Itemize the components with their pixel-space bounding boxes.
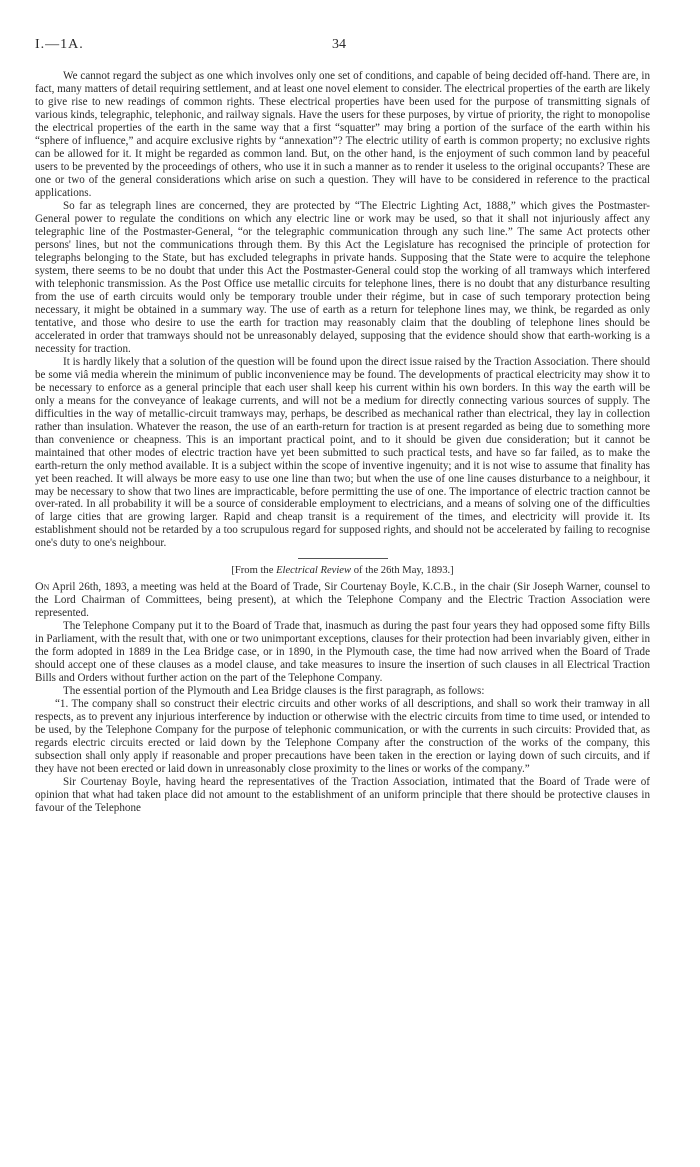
running-header (35, 38, 650, 58)
section-divider (35, 558, 650, 559)
source-prefix: [From the (231, 565, 277, 577)
paragraph-2: So far as telegraph lines are concerned, they are protected by “The Electric Lighting Act, 1888,” which gives the Postmaster-General power to regulate the conditions on which any electric line or work may be used, so that it shall not injuriously affect any telegraphic line of the Postmaster-General, “or the telegraphic communication through any such line.” The same Act protects other persons' lines, but not the communications through them. By this Act the Legislature has recognised the principle of protection for telegraphs belonging to the State, but has excluded telegraphs in private hands. Supposing that the State were to acquire the telephone system, there seems to be no doubt that under this Act the Postmaster-General could stop the working of all tramways which interfered with telephonic transmission. As the Post Office use metallic circuits for telephone lines, there is no doubt that any disturbance resulting from the use of earth circuits would only be temporary trouble under their régime, but in case of such temporary protection being necessary, it might be obtained in a summary way. The use of earth as a return for telephone lines may, we think, be regarded as only tentative, and those who desire to use the earth for traction may reasonably claim that the doubling of telephone lines should be accelerated in order that tramways should not be unreasonably delayed, supposing that the evidence should show that earth-working is a necessity for traction. (35, 199, 650, 355)
source-citation (35, 565, 650, 578)
opening-word: On (35, 579, 50, 594)
paragraph-essential-portion: The essential portion of the Plymouth and Lea Bridge clauses is the first paragraph, as follows: (63, 685, 485, 698)
paragraph-3: It is hardly likely that a solution of the question will be found upon the direct issue raised by the Traction Association. There should be some viâ media wherein the minimum of public inconvenience may be found. The developments of practical electricity may show it to be necessary to enforce as a general principle that each user shall keep his current within his own borders. In this way the earth will be only a means for the conveyance of leakage currents, and will not be a medium for directly connecting various sources of supply. The difficulties in the way of metallic-circuit tramways may, perhaps, be described as mechanical rather than electrical, they lay in collection rather than insulation. Whatever the reason, the use of an earth-return for traction is at present regarded as being due to something more than convenience or cheapness. This is an important practical point, and to it should be given due consideration; but it cannot be maintained that other modes of electric traction have yet been submitted to such practical tests, and have so far failed, as to make the earth-return the only method available. It is a subject within the scope of inventive ingenuity; and it is not wise to assume that finality has yet been reached. It will always be more easy to use one line than two; but when the use of one line causes disturbance to a neighbour, it may be necessary to show that two lines are impracticable, before permitting the use of one. The importance of electric traction cannot be over-rated. In all probability it will be a source of considerable employment to electricians, and a means of solving one of the difficulties of large cities that are growing larger. Rapid and cheap transit is a requirement of the times, and electricity will provide it. Its establishment should not be retarded by a too scrupulous regard for supposed rights, and should not be accelerated by failing to recognise one's duty to one's neighbour. (35, 355, 650, 550)
paragraph-closing: Sir Courtenay Boyle, having heard the representatives of the Traction Association, intimated that the Board of Trade were of opinion that what had taken place did not amount to the establishment of an uniform principle that there should be protective clauses in favour of the Telephone (35, 776, 650, 815)
opening-paragraph (35, 580, 650, 620)
paragraph-1: We cannot regard the subject as one which involves only one set of conditions, and capable of being decided off-hand. There are, in fact, many matters of detail requiring settlement, and at least one novel element to consider. The electrical properties of the earth are likely to give rise to new readings of common rights. These electrical properties have been used for the purpose of transmitting signals of various kinds, telegraphic, telephonic, and railway signals. Have the users for these purposes, by virtue of priority, the right to monopolise the electrical properties of the earth in the same way that a first “squatter” may bring a portion of the surface of the earth within his “sphere of influence,” and acquire exclusive rights by “annexation”? The electric utility of earth is common property; no exclusive rights can be allowed for it. It might be regarded as common land. But, on the other hand, is the enjoyment of such common land by peaceful users to be prevented by the proceedings of others, who use it in such a manner as to render it useless to the original occupants? These are one or two of the general considerations which arise on such a question. They will have to be considered in reference to the practical applications. (35, 70, 650, 199)
paragraph-telephone-company: The Telephone Company put it to the Board of Trade that, inasmuch as during the past four years they had opposed some fifty Bills in Parliament, with the result that, with one or two unimportant exceptions, clauses for their protection had been invariably given, either in the form adopted in 1889 in the Lea Bridge case, or in 1890, in the Plymouth case, the time had now arrived when the Board of Trade should accept one of these clauses as a model clause, and take measures to insure the insertion of such clauses in all Electrical Traction Bills and Orders without further action on the part of the Telephone Company. (35, 620, 650, 685)
series-label: I.—1A. (35, 37, 84, 52)
source-suffix: of the 26th May, 1893.] (351, 565, 454, 577)
quoted-clause: “1. The company shall so construct their electric circuits and other works of all descriptions, and shall so work their tramway in all respects, as to prevent any injurious interference by induction or otherwise with the electric circuits from time to time used, or intended to be used, by the Telephone Company for the purpose of telephonic communication, or with the currents in such circuits: Provided that, as regards electric circuits erected or laid down by the Telephone Company after the construction of the works of the company, this subsection shall only apply if reasonable and proper precautions have been taken in the erection or laying down of such circuits, and if they have not been erected or laid down in unreasonably close proximity to the lines or works of the company.” (35, 698, 650, 776)
opening-text: April 26th, 1893, a meeting was held at the Board of Trade, Sir Courtenay Boyle, K.C.B., in the chair (Sir Joseph Warner, counsel to the Lord Chairman of Committees, being present), at which the Telephone Company and the Electric Traction Association were represented. (35, 581, 650, 620)
page-number: 34 (332, 37, 346, 52)
source-journal: Electrical Review (276, 565, 352, 577)
